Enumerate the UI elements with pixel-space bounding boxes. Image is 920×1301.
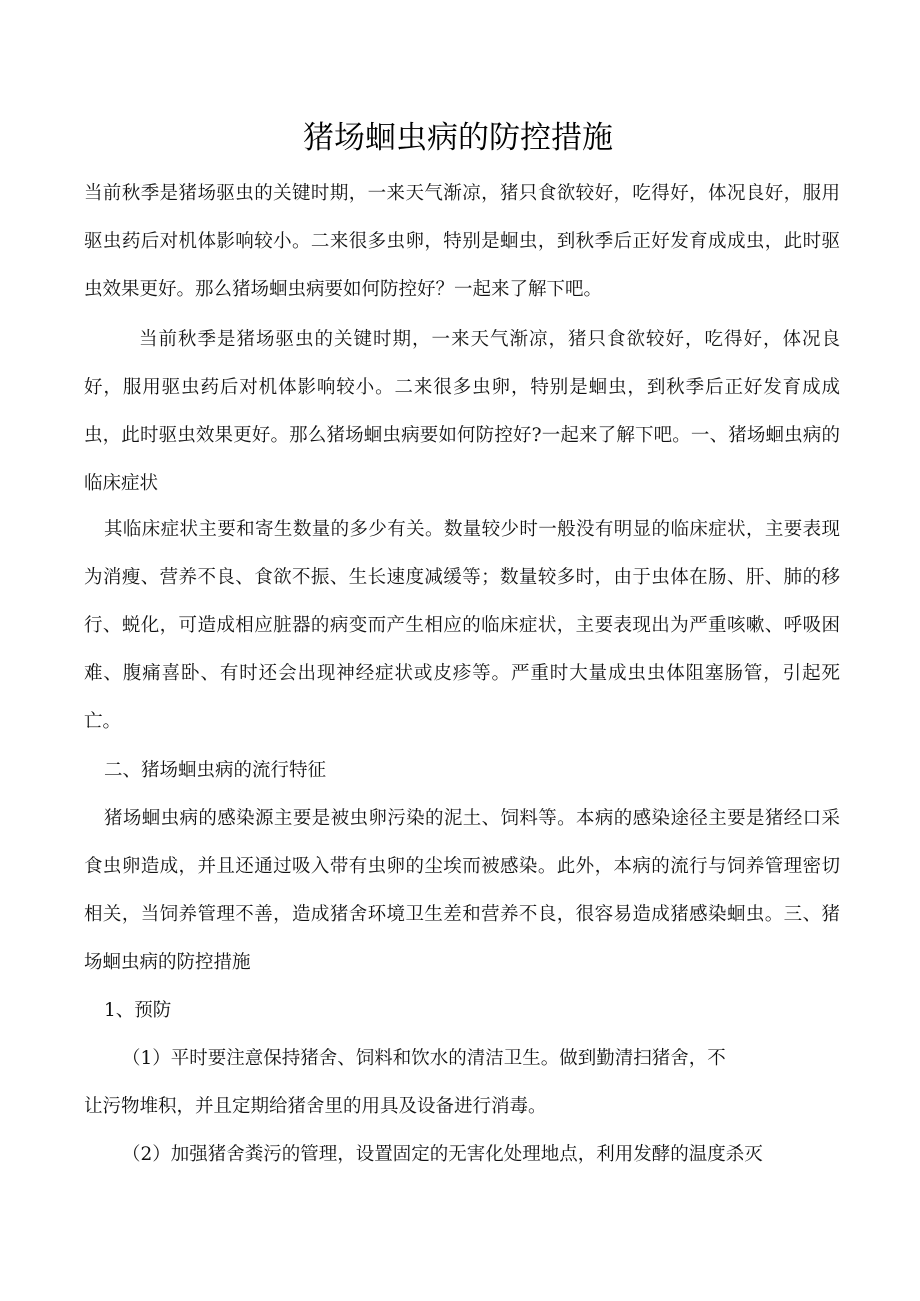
prevention-item-1-line-1: （1）平时要注意保持猪舍、饲料和饮水的清洁卫生。做到勤清扫猪舍，不 [122, 1048, 726, 1069]
document-title: 猪场蛔虫病的防控措施 [303, 120, 613, 156]
epidemiology-paragraph: 猪场蛔虫病的感染源主要是被虫卵污染的泥土、饲料等。本病的感染途径主要是猪经口采食虫卵造成，并且还通过吸入带有虫卵的尘埃而被感染。此外，本病的流行与饲养管理密切相关，当饲养管理不善，造成猪舍环境卫生差和营养不良，很容易造成猪感染蛔虫。三、猪场蛔虫病的防控措施 [84, 808, 840, 973]
subheading-prevention: 1、预防 [104, 1000, 172, 1021]
intro-paragraph: 当前秋季是猪场驱虫的关键时期，一来天气渐凉，猪只食欲较好，吃得好，体况良好，服用驱虫药后对机体影响较小。二来很多虫卵，特别是蛔虫，到秋季后正好发育成成虫，此时驱虫效果更好。那么猪场蛔虫病要如何防控好？一起来了解下吧。 [84, 183, 840, 300]
prevention-item-2: （2）加强猪舍粪污的管理，设置固定的无害化处理地点，利用发酵的温度杀灭 [122, 1144, 763, 1165]
section-heading-epidemiology: 二、猪场蛔虫病的流行特征 [104, 760, 327, 781]
clinical-symptoms-paragraph: 其临床症状主要和寄生数量的多少有关。数量较少时一般没有明显的临床症状，主要表现为消瘦、营养不良、食欲不振、生长速度减缓等；数量较多时，由于虫体在肠、肝、肺的移行、蜕化，可造成相应脏器的病变而产生相应的临床症状，主要表现出为严重咳嗽、呼吸困难、腹痛喜卧、有时还会出现神经症状或皮疹等。严重时大量成虫虫体阻塞肠管，引起死亡。 [84, 519, 840, 732]
intro-repeat-paragraph: 当前秋季是猪场驱虫的关键时期，一来天气渐凉，猪只食欲较好，吃得好，体况良好，服用驱虫药后对机体影响较小。二来很多虫卵，特别是蛔虫，到秋季后正好发育成成虫，此时驱虫效果更好。那么猪场蛔虫病要如何防控好?一起来了解下吧。一、猪场蛔虫病的临床症状 [84, 329, 840, 494]
prevention-item-1-line-2: 让污物堆积，并且定期给猪舍里的用具及设备进行消毒。 [84, 1096, 547, 1117]
